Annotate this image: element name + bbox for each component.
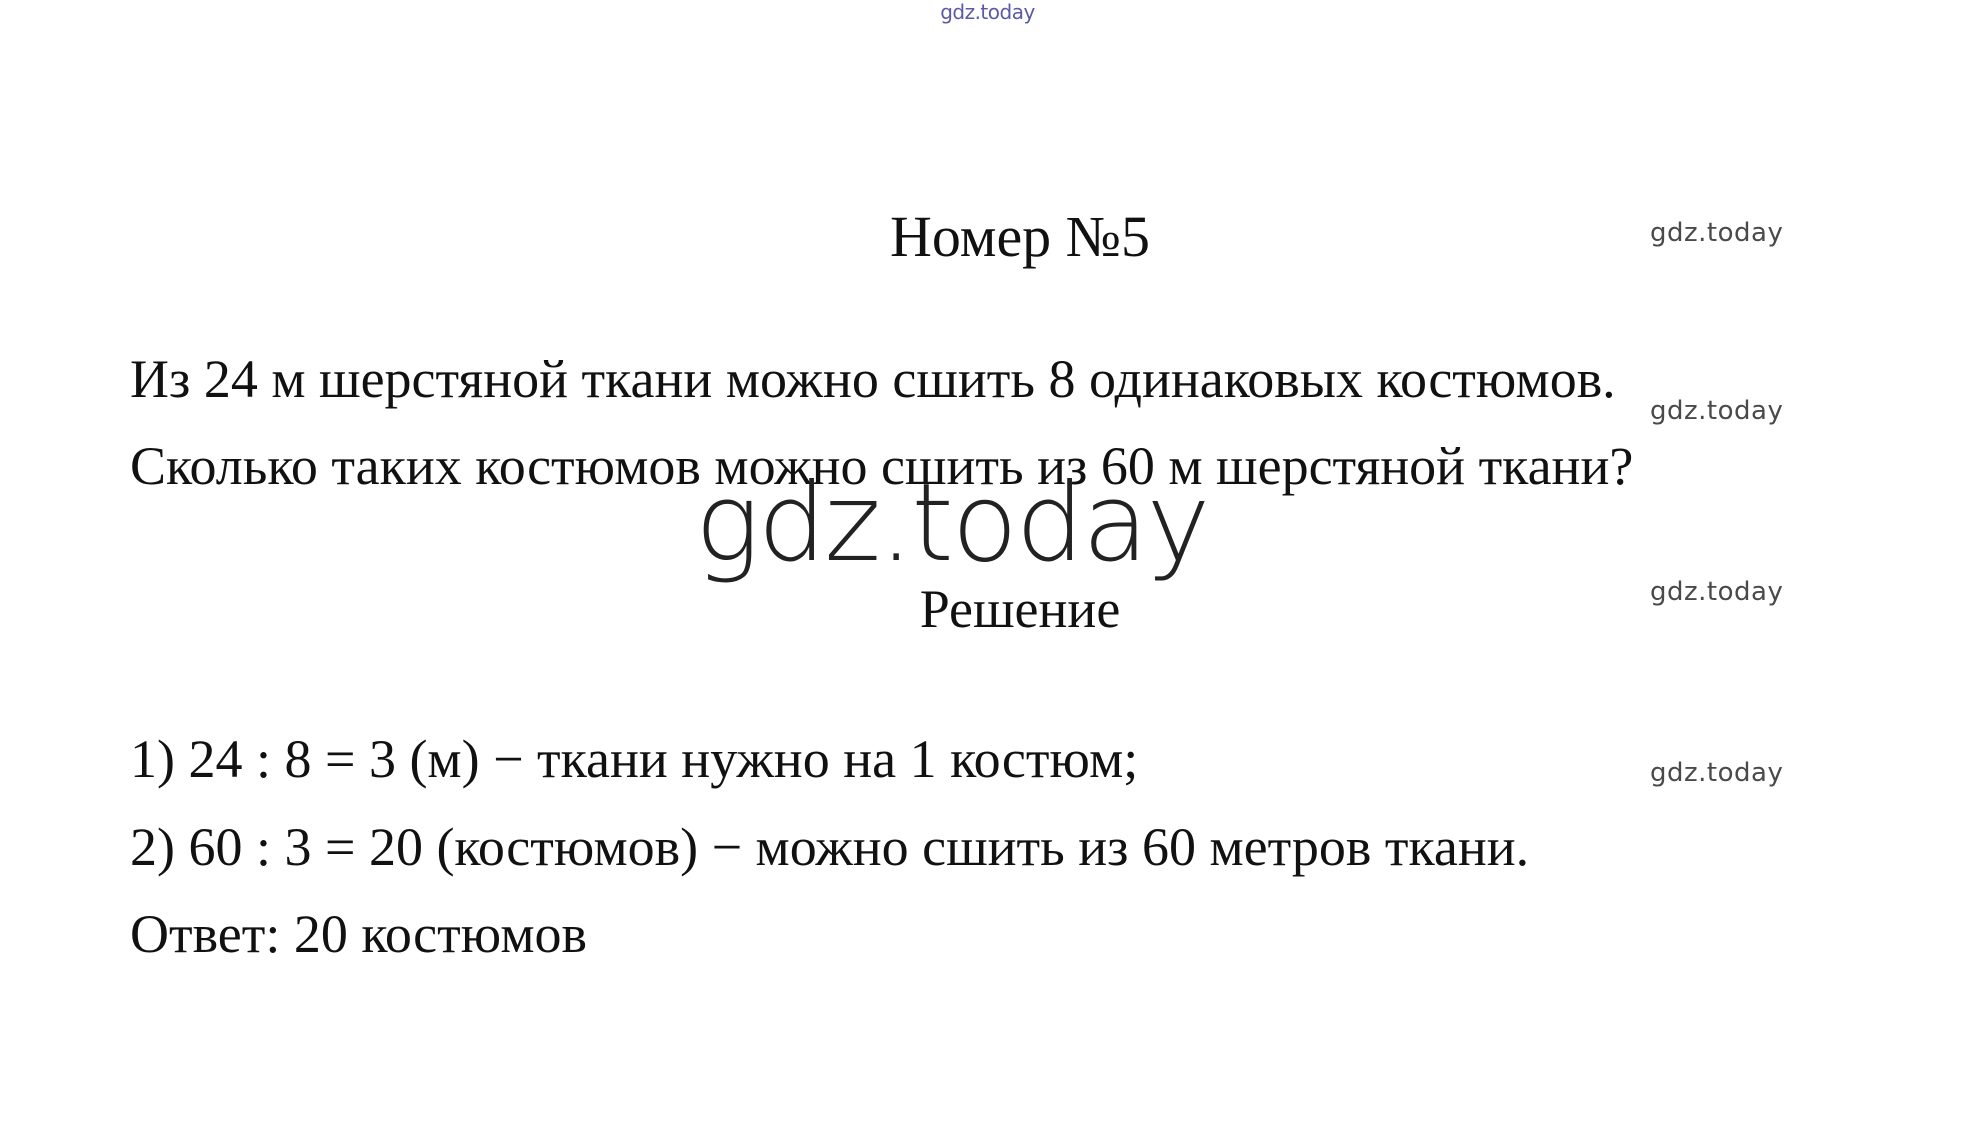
task-line-2: Сколько таких костюмов можно сшить из 60 м шерстяной ткани?	[130, 436, 1634, 496]
watermark-top: gdz.today	[940, 0, 1035, 24]
solution-heading: Решение	[919, 579, 1121, 639]
solution-answer: Ответ: 20 костюмов	[130, 904, 588, 964]
watermark-center: gdz.today	[695, 461, 1209, 586]
solution-step-2: 2) 60 : 3 = 20 (костюмов) − можно сшить из 60 метров ткани.	[130, 817, 1530, 877]
page-title: Номер №5	[889, 204, 1151, 269]
watermark-right-1: gdz.today	[1650, 218, 1784, 248]
watermark-right-4: gdz.today	[1650, 758, 1784, 788]
watermark-right-3: gdz.today	[1650, 577, 1784, 607]
task-line-1: Из 24 м шерстяной ткани можно сшить 8 одинаковых костюмов.	[130, 349, 1616, 409]
solution-step-1: 1) 24 : 8 = 3 (м) − ткани нужно на 1 костюм;	[130, 729, 1139, 789]
watermark-right-2: gdz.today	[1650, 396, 1784, 426]
